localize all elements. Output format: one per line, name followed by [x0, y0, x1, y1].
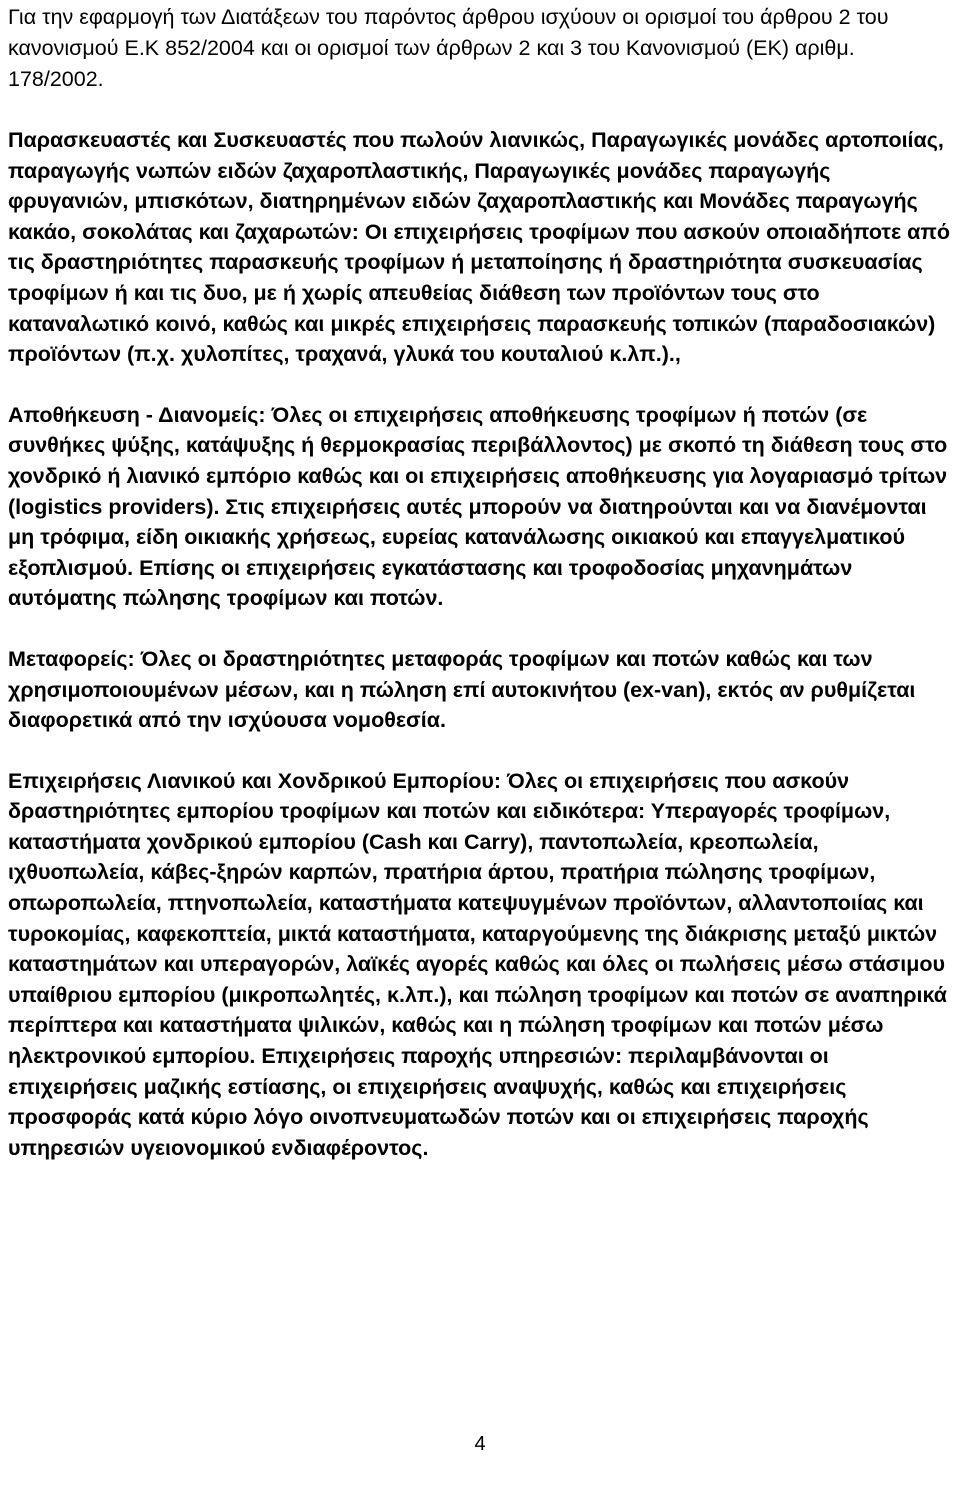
spacer: [8, 370, 952, 400]
spacer: [8, 736, 952, 766]
document-page: [8, 0, 952, 1163]
spacer: [8, 95, 952, 125]
section-storage-distributors: Αποθήκευση - Διανομείς: Όλες οι επιχειρήσεις αποθήκευσης τροφίμων ή ποτών (σε συνθήκες ψύξης, κατάψυξης ή θερμοκρασίας περιβάλλοντος) με σκοπό τη διάθεση τους στο χονδρικό ή λιανικό εμπόριο καθώς και οι επιχειρήσεις αποθήκευσης για λογαριασμό τρίτων (logistics providers). Στις επιχειρήσεις αυτές μπορούν να διατηρούνται και να διανέμονται μη τρόφιμα, είδη οικιακής χρήσεως, ευρείας κατανάλωσης οικιακού και επαγγελματικού εξοπλισμού. Επίσης οι επιχειρήσεις εγκατάστασης και τροφοδοσίας μηχανημάτων αυτόματης πώλησης τροφίμων και ποτών.: [8, 402, 948, 611]
page-number: 4: [474, 1433, 486, 1455]
section-producers: Παρασκευαστές και Συσκευαστές που πωλούν λιανικώς, Παραγωγικές μονάδες αρτοποιίας, παραγωγής νωπών ειδών ζαχαροπλαστικής, Παραγωγικές μονάδες παραγωγής φρυγανιών, μπισκότων, διατηρημένων ειδών ζαχαροπλαστικής και Μονάδες παραγωγής κακάο, σοκολάτας και ζαχαρωτών: Οι επιχειρήσεις τροφίμων που ασκούν οποιαδήποτε από τις δραστηριότητες παρασκευής τροφίμων ή μεταποίησης ή δραστηριότητα συσκευασίας τροφίμων ή και τις δυο, με ή χωρίς απευθείας διάθεση των προϊόντων τους στο καταναλωτικό κοινό, καθώς και μικρές επιχειρήσεις παρασκευής τοπικών (παραδοσιακών) προϊόντων (π.χ. χυλοπίτες, τραχανά, γλυκά του κουταλιού κ.λπ.).,: [8, 128, 950, 367]
intro-paragraph: Για την εφαρμογή των Διατάξεων του παρόντος άρθρου ισχύουν οι ορισμοί του άρθρου 2 του κανονισμού Ε.Κ 852/2004 και οι ορισμοί των άρθρων 2 και 3 του Κανονισμού (ΕΚ) αριθμ. 178/2002.: [8, 5, 889, 91]
spacer: [8, 614, 952, 644]
section-transporters: Μεταφορείς: Όλες οι δραστηριότητες μεταφοράς τροφίμων και ποτών καθώς και των χρησιμοποιουμένων μέσων, και η πώληση επί αυτοκινήτου (ex-van), εκτός αν ρυθμίζεται διαφορετικά από την ισχύουσα νομοθεσία.: [8, 646, 916, 733]
section-retail-wholesale: Επιχειρήσεις Λιανικού και Χονδρικού Εμπορίου: Όλες οι επιχειρήσεις που ασκούν δραστηριότητες εμπορίου τροφίμων και ποτών και ειδικότερα: Υπεραγορές τροφίμων, καταστήματα χονδρικού εμπορίου (Cash και Carry), παντοπωλεία, κρεοπωλεία, ιχθυοπωλεία, κάβες-ξηρών καρπών, πρατήρια άρτου, πρατήρια πώλησης τροφίμων, οπωροπωλεία, πτηνοπωλεία, καταστήματα κατεψυγμένων προϊόντων, αλλαντοποιίας και τυροκομίας, καφεκοπτεία, μικτά καταστήματα, καταργούμενης της διάκρισης μεταξύ μικτών καταστημάτων και υπεραγορών, λαϊκές αγορές καθώς και όλες οι πωλήσεις μέσω στάσιμου υπαίθριου εμπορίου (μικροπωλητές, κ.λπ.), και πώληση τροφίμων και ποτών σε αναπηρικά περίπτερα και καταστήματα ψιλικών, καθώς και η πώληση τροφίμων και ποτών μέσω ηλεκτρονικού εμπορίου. Επιχειρήσεις παροχής υπηρεσιών: περιλαμβάνονται οι επιχειρήσεις μαζικής εστίασης, οι επιχειρήσεις αναψυχής, καθώς και επιχειρήσεις προσφοράς κατά κύριο λόγο οινοπνευματωδών ποτών και οι επιχειρήσεις παροχής υπηρεσιών υγειονομικού ενδιαφέροντος.: [8, 768, 947, 1160]
